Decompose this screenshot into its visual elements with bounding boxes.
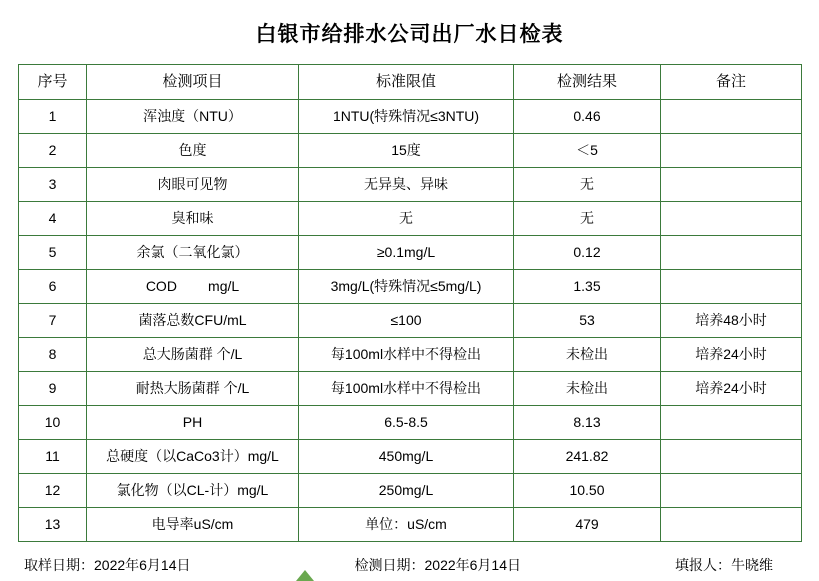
table-row [19,202,802,236]
cell-remark [661,508,802,542]
column-header-result: 检测结果 [514,65,661,100]
table-row [19,508,802,542]
cell-limit: 15度 [299,134,514,168]
cell-no: 9 [19,372,87,406]
cell-remark [661,270,802,304]
cell-result: 0.12 [514,236,661,270]
cell-item: 臭和味 [87,202,299,236]
testing-date: 检测日期：2022年6月14日 [354,557,522,573]
cell-no: 7 [19,304,87,338]
cell-remark [661,134,802,168]
water-quality-table [18,64,802,542]
cell-item: 总硬度（以CaCo3计）mg/L [87,440,299,474]
cell-result: 未检出 [514,338,661,372]
column-header-no: 序号 [19,65,87,100]
cell-remark [661,236,802,270]
cell-limit: 每100ml水样中不得检出 [299,372,514,406]
sampling-date: 取样日期：2022年6月14日 [24,557,191,573]
cell-item: 菌落总数CFU/mL [87,304,299,338]
cell-result: 未检出 [514,372,661,406]
table-header-row [19,65,802,100]
cell-item: 肉眼可见物 [87,168,299,202]
cell-remark: 培养24小时 [661,338,802,372]
table-row [19,304,802,338]
cell-remark [661,406,802,440]
cell-remark: 培养24小时 [661,372,802,406]
cell-result: 241.82 [514,440,661,474]
cell-result: 479 [514,508,661,542]
cell-limit: 250mg/L [299,474,514,508]
cell-limit: 无 [299,202,514,236]
cell-no: 10 [19,406,87,440]
cell-item-text: COD mg/L [145,278,240,295]
cell-item [87,270,299,304]
cell-remark [661,100,802,134]
cell-result: 10.50 [514,474,661,508]
cell-result: 8.13 [514,406,661,440]
cell-result: ＜5 [514,134,661,168]
table-row [19,168,802,202]
reporter: 填报人：牛晓维 [675,557,773,573]
table-row [19,406,802,440]
column-header-limit: 标准限值 [299,65,514,100]
cell-limit: 1NTU(特殊情况≤3NTU) [299,100,514,134]
cell-limit: ≤100 [299,304,514,338]
column-header-remark: 备注 [661,65,802,100]
table-row [19,440,802,474]
cell-remark: 培养48小时 [661,304,802,338]
column-header-item: 检测项目 [87,65,299,100]
table-row [19,236,802,270]
cell-no: 4 [19,202,87,236]
cell-item: PH [87,406,299,440]
table-row [19,372,802,406]
table-row [19,474,802,508]
cell-item: 余氯（二氧化氯） [87,236,299,270]
cell-result: 0.46 [514,100,661,134]
cell-limit: 3mg/L(特殊情况≤5mg/L) [299,270,514,304]
cell-remark [661,440,802,474]
cell-remark [661,168,802,202]
cell-no: 5 [19,236,87,270]
footer [18,542,801,575]
cell-no: 6 [19,270,87,304]
cell-limit: 6.5-8.5 [299,406,514,440]
cell-item: 电导率uS/cm [87,508,299,542]
cell-no: 8 [19,338,87,372]
cell-item: 氯化物（以CL-计）mg/L [87,474,299,508]
cell-result: 53 [514,304,661,338]
page-title: 白银市给排水公司出厂水日检表 [255,23,564,46]
cell-no: 3 [19,168,87,202]
cell-limit: ≥0.1mg/L [299,236,514,270]
cell-limit: 单位：uS/cm [299,508,514,542]
table-row [19,134,802,168]
cell-limit: 无异臭、异味 [299,168,514,202]
cell-result: 无 [514,168,661,202]
cell-no: 2 [19,134,87,168]
cell-no: 13 [19,508,87,542]
cell-no: 12 [19,474,87,508]
cell-limit: 每100ml水样中不得检出 [299,338,514,372]
cell-item: 总大肠菌群 个/L [87,338,299,372]
cell-no: 1 [19,100,87,134]
page-marker-triangle-icon [296,570,314,581]
cell-result: 无 [514,202,661,236]
cell-remark [661,474,802,508]
cell-limit: 450mg/L [299,440,514,474]
cell-item: 色度 [87,134,299,168]
cell-item: 浑浊度（NTU） [87,100,299,134]
cell-item: 耐热大肠菌群 个/L [87,372,299,406]
cell-no: 11 [19,440,87,474]
cell-result: 1.35 [514,270,661,304]
table-row [19,270,802,304]
cell-remark [661,202,802,236]
table-row [19,100,802,134]
table-row [19,338,802,372]
